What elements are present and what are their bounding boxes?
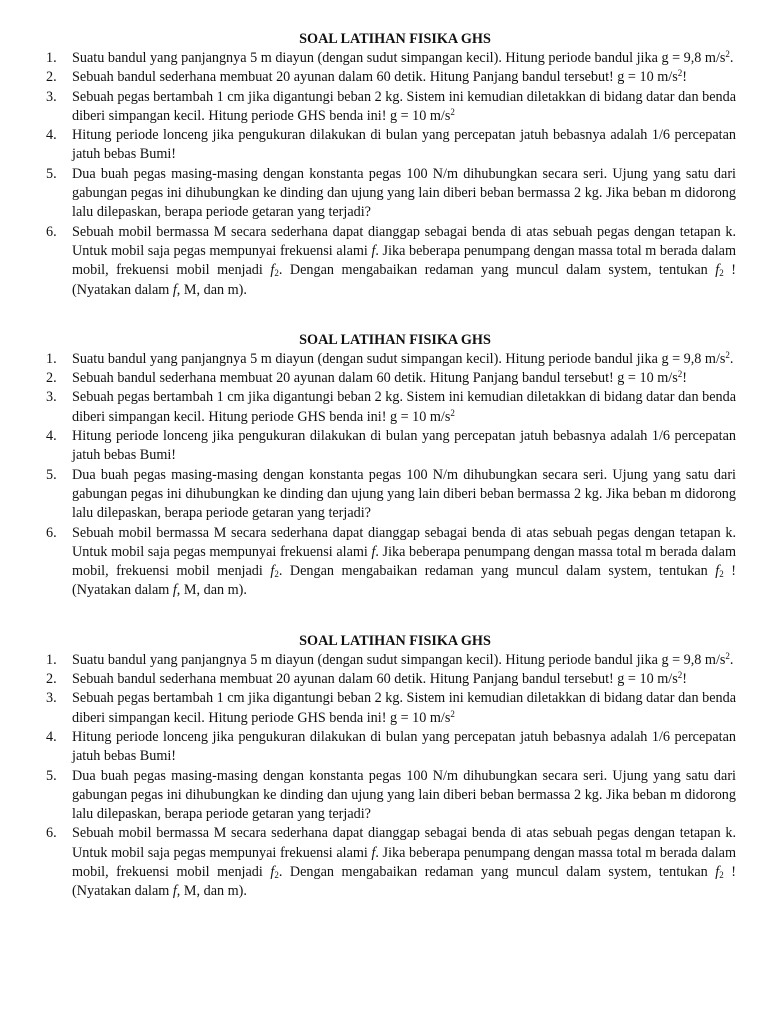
question-text: Sebuah bandul sederhana membuat 20 ayunan dalam 60 detik. Hitung Panjang bandul tersebut! g = 10 m/s xyxy=(72,671,678,688)
italic-f: f xyxy=(371,844,376,861)
question-text: Hitung periode lonceng jika pengukuran dilakukan di bulan yang percepatan jatuh bebasnya adalah 1/6 percepatan jatuh bebas Bumi! xyxy=(72,428,736,464)
subscript: 2 xyxy=(719,268,724,279)
question-6 xyxy=(42,824,736,901)
question-text: Dua buah pegas masing-masing dengan konstanta pegas 100 N/m dihubungkan secara seri. Ujung yang satu dari gabungan pegas ini dihubungkan ke dinding dan ujung yang lain diberi beban bermassa 2 kg. Jika beban m didorong lalu dilepaskan, berapa periode getaran yang terjadi? xyxy=(72,165,736,221)
question-2 xyxy=(42,670,736,689)
subscript: 2 xyxy=(274,869,279,880)
question-text: . Dengan mengabaikan redaman yang muncul dalam system, tentukan xyxy=(278,262,716,279)
question-number: 5. xyxy=(46,466,57,483)
question-1 xyxy=(42,350,736,369)
question-text: Dua buah pegas masing-masing dengan konstanta pegas 100 N/m dihubungkan secara seri. Ujung yang satu dari gabungan pegas ini dihubungkan ke dinding dan ujung yang lain diberi beban bermassa 2 kg. Jika beban m didorong lalu dilepaskan, berapa periode getaran yang terjadi? xyxy=(72,767,736,823)
question-6 xyxy=(42,223,736,300)
superscript: 2 xyxy=(677,670,683,681)
question-number: 1. xyxy=(46,651,57,668)
question-4 xyxy=(42,728,736,767)
italic-f: f xyxy=(715,262,720,279)
question-2 xyxy=(42,369,736,388)
question-text: . Jika beberapa penumpang dengan massa total m berada dalam mobil, frekuensi mobil menjadi xyxy=(72,844,736,880)
superscript: 2 xyxy=(725,49,730,59)
question-list xyxy=(42,651,736,902)
worksheet-block-1 xyxy=(42,30,736,300)
italic-f: f xyxy=(270,863,275,880)
question-text-end: , M, dan m). xyxy=(176,582,247,599)
question-number: 6. xyxy=(46,524,57,541)
question-text-end: . xyxy=(729,50,734,66)
subscript: 2 xyxy=(719,869,724,880)
italic-f: f xyxy=(270,563,275,580)
question-list xyxy=(42,49,736,300)
question-list xyxy=(42,350,736,601)
italic-f: f xyxy=(371,543,376,560)
question-text: Sebuah pegas bertambah 1 cm jika digantungi beban 2 kg. Sistem ini kemudian diletakkan di bidang datar dan benda diberi simpangan kecil. Hitung periode GHS benda ini! g = 10 m/s xyxy=(72,690,736,726)
question-text: Sebuah pegas bertambah 1 cm jika digantungi beban 2 kg. Sistem ini kemudian diletakkan di bidang datar dan benda diberi simpangan kecil. Hitung periode GHS benda ini! g = 10 m/s xyxy=(72,88,736,124)
question-number: 5. xyxy=(46,165,57,182)
question-text: Hitung periode lonceng jika pengukuran dilakukan di bulan yang percepatan jatuh bebasnya adalah 1/6 percepatan jatuh bebas Bumi! xyxy=(72,127,736,163)
italic-f: f xyxy=(270,262,275,279)
question-number: 3. xyxy=(46,88,57,105)
question-text-end: . xyxy=(729,651,734,668)
question-number: 2. xyxy=(46,69,57,86)
question-text: Suatu bandul yang panjangnya 5 m diayun (dengan sudut simpangan kecil). Hitung periode bandul jika g = 9,8 m/s xyxy=(72,651,726,668)
italic-f: f xyxy=(715,863,720,880)
question-text: ! (Nyatakan dalam xyxy=(72,563,736,599)
worksheet-block-3 xyxy=(42,632,736,902)
question-5 xyxy=(42,767,736,825)
question-text: . Dengan mengabaikan redaman yang muncul dalam system, tentukan xyxy=(278,563,716,580)
question-number: 1. xyxy=(46,350,57,367)
italic-f: f xyxy=(172,883,177,900)
superscript: 2 xyxy=(450,407,455,418)
italic-f: f xyxy=(371,242,376,259)
question-text-end: ! xyxy=(682,370,687,387)
question-text: Sebuah mobil bermassa M secara sederhana dapat dianggap sebagai benda di atas sebuah pegas dengan tetapan k. Untuk mobil saja pegas mempunyai frekuensi alami xyxy=(72,825,736,861)
question-number: 5. xyxy=(46,767,57,784)
question-4 xyxy=(42,427,736,466)
question-text-end: , M, dan m). xyxy=(176,281,247,298)
question-4 xyxy=(42,126,736,165)
worksheet-title: SOAL LATIHAN FISIKA GHS xyxy=(299,31,491,47)
italic-f: f xyxy=(172,281,177,298)
question-number: 2. xyxy=(46,671,57,688)
superscript: 2 xyxy=(677,68,683,79)
question-text: Sebuah bandul sederhana membuat 20 ayunan dalam 60 detik. Hitung Panjang bandul tersebut! g = 10 m/s xyxy=(72,370,678,387)
question-text: Sebuah mobil bermassa M secara sederhana dapat dianggap sebagai benda di atas sebuah pegas dengan tetapan k. Untuk mobil saja pegas mempunyai frekuensi alami xyxy=(72,223,736,259)
question-text-end: . xyxy=(729,350,734,367)
question-text: . Jika beberapa penumpang dengan massa total m berada dalam mobil, frekuensi mobil menjadi xyxy=(72,543,736,580)
question-3 xyxy=(42,689,736,728)
question-number: 3. xyxy=(46,690,57,707)
superscript: 2 xyxy=(725,650,730,661)
subscript: 2 xyxy=(274,569,279,580)
italic-f: f xyxy=(172,582,177,599)
question-text: ! (Nyatakan dalam xyxy=(72,863,736,900)
worksheet-block-2 xyxy=(42,331,736,601)
question-text: . Jika beberapa penumpang dengan massa total m berada dalam mobil, frekuensi mobil menjadi xyxy=(72,242,736,279)
question-6 xyxy=(42,524,736,601)
question-text: Suatu bandul yang panjangnya 5 m diayun (dengan sudut simpangan kecil). Hitung periode bandul jika g = 9,8 m/s xyxy=(72,350,726,367)
question-text-end: , M, dan m). xyxy=(176,883,247,900)
question-number: 6. xyxy=(46,825,57,842)
question-text: Sebuah pegas bertambah 1 cm jika digantungi beban 2 kg. Sistem ini kemudian diletakkan di bidang datar dan benda diberi simpangan kecil. Hitung periode GHS benda ini! g = 10 m/s xyxy=(72,389,736,425)
question-text-end: ! xyxy=(682,671,687,688)
question-5 xyxy=(42,466,736,524)
worksheet-title: SOAL LATIHAN FISIKA GHS xyxy=(299,632,491,649)
question-3 xyxy=(42,88,736,127)
question-number: 4. xyxy=(46,428,57,445)
question-text-end: ! xyxy=(682,69,687,86)
question-text: Hitung periode lonceng jika pengukuran dilakukan di bulan yang percepatan jatuh bebasnya adalah 1/6 percepatan jatuh bebas Bumi! xyxy=(72,728,736,765)
subscript: 2 xyxy=(274,268,279,279)
question-text: . Dengan mengabaikan redaman yang muncul dalam system, tentukan xyxy=(278,863,716,880)
question-text: Sebuah mobil bermassa M secara sederhana dapat dianggap sebagai benda di atas sebuah pegas dengan tetapan k. Untuk mobil saja pegas mempunyai frekuensi alami xyxy=(72,524,736,560)
superscript: 2 xyxy=(725,349,730,360)
superscript: 2 xyxy=(450,106,455,117)
question-text: Dua buah pegas masing-masing dengan konstanta pegas 100 N/m dihubungkan secara seri. Ujung yang satu dari gabungan pegas ini dihubungkan ke dinding dan ujung yang lain diberi beban bermassa 2 kg. Jika beban m didorong lalu dilepaskan, berapa periode getaran yang terjadi? xyxy=(72,466,736,522)
question-number: 3. xyxy=(46,389,57,406)
question-1 xyxy=(42,651,736,670)
question-number: 1. xyxy=(46,50,57,66)
question-text: Suatu bandul yang panjangnya 5 m diayun (dengan sudut simpangan kecil). Hitung periode bandul jika g = 9,8 m/s xyxy=(72,50,726,66)
question-number: 6. xyxy=(46,223,57,240)
question-number: 2. xyxy=(46,370,57,387)
question-number: 4. xyxy=(46,127,57,144)
question-5 xyxy=(42,165,736,223)
superscript: 2 xyxy=(677,369,683,380)
question-3 xyxy=(42,388,736,427)
question-1 xyxy=(42,49,736,68)
italic-f: f xyxy=(715,563,720,580)
worksheet-title: SOAL LATIHAN FISIKA GHS xyxy=(299,331,491,348)
question-text: ! (Nyatakan dalam xyxy=(72,262,736,298)
question-number: 4. xyxy=(46,728,57,745)
subscript: 2 xyxy=(719,569,724,580)
question-text: Sebuah bandul sederhana membuat 20 ayunan dalam 60 detik. Hitung Panjang bandul tersebut! g = 10 m/s xyxy=(72,69,678,86)
question-2 xyxy=(42,68,736,87)
superscript: 2 xyxy=(450,708,455,719)
